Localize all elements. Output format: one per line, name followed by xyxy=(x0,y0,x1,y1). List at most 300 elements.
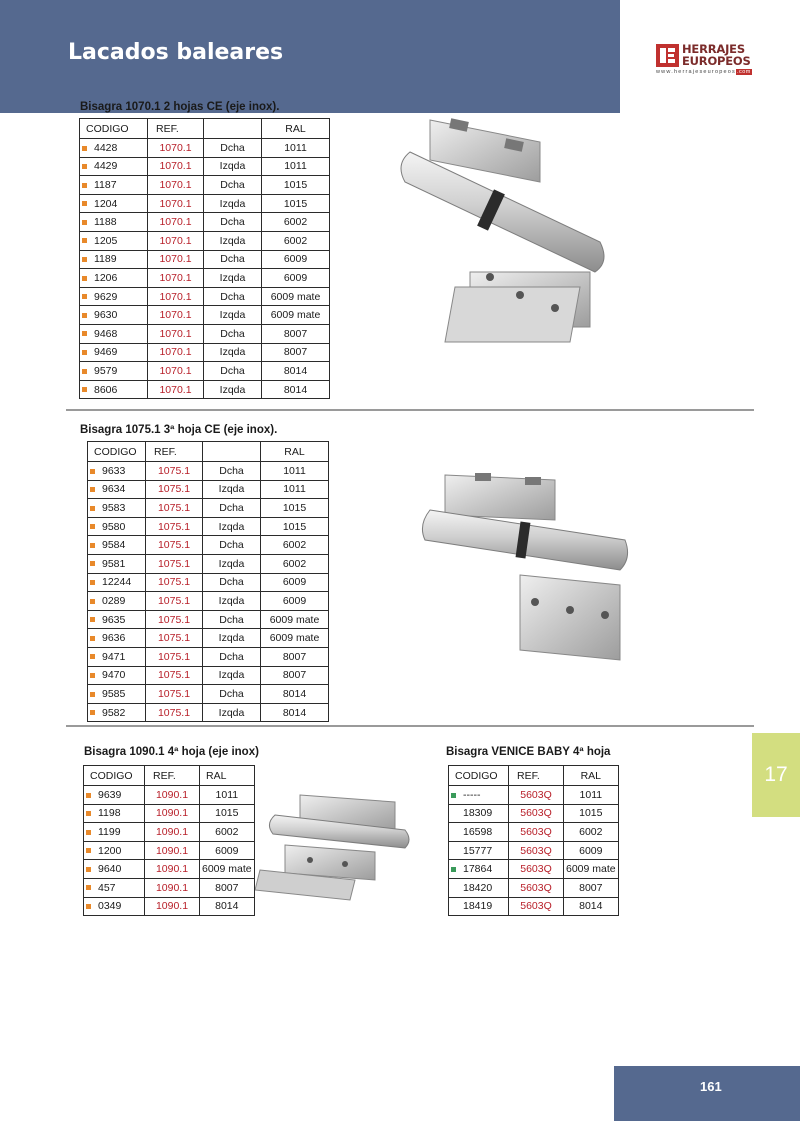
cell-ral: 6009 xyxy=(564,841,619,860)
codigo-value: 9581 xyxy=(102,557,126,570)
codigo-value: 9640 xyxy=(98,863,122,876)
cell-ref: 1070.1 xyxy=(148,343,204,362)
cell-side: Izqda xyxy=(204,306,262,325)
codigo-value: 4428 xyxy=(94,141,118,154)
table-row xyxy=(80,380,330,399)
bullet-square-icon xyxy=(82,183,87,188)
cell-ral: 1011 xyxy=(564,786,619,805)
cell-codigo xyxy=(80,194,148,213)
cell-codigo xyxy=(80,250,148,269)
table-row xyxy=(88,517,329,536)
bullet-square-icon xyxy=(90,654,95,659)
cell-side: Dcha xyxy=(204,324,262,343)
codigo-value: 9636 xyxy=(102,632,126,645)
cell-codigo xyxy=(80,306,148,325)
cell-codigo xyxy=(80,269,148,288)
cell-codigo xyxy=(88,517,146,536)
col-codigo: CODIGO xyxy=(80,119,148,139)
bullet-square-icon xyxy=(86,904,91,909)
codigo-value: 15777 xyxy=(463,844,493,857)
bullet-square-icon xyxy=(82,350,87,355)
cell-codigo xyxy=(80,139,148,158)
cell-codigo xyxy=(84,878,145,897)
codigo-value: 1206 xyxy=(94,271,118,284)
codigo-value: 9635 xyxy=(102,613,126,626)
page-number: 161 xyxy=(700,1079,722,1094)
codigo-value: 9633 xyxy=(102,464,126,477)
chapter-tab: 17 xyxy=(752,733,800,817)
cell-side: Izqda xyxy=(203,592,261,611)
cell-side: Izqda xyxy=(203,480,261,499)
cell-side: Izqda xyxy=(203,666,261,685)
table-row xyxy=(88,629,329,648)
table-row xyxy=(84,860,255,879)
codigo-value: 9634 xyxy=(102,483,126,496)
cell-side: Dcha xyxy=(203,610,261,629)
cell-ral: 8014 xyxy=(261,703,329,722)
logo-web-suffix: .com xyxy=(736,69,751,75)
cell-ref: 1090.1 xyxy=(145,878,200,897)
cell-side: Dcha xyxy=(203,573,261,592)
col-ref: REF. xyxy=(145,766,200,786)
cell-ral: 6002 xyxy=(262,213,330,232)
col-ral: RAL xyxy=(200,766,255,786)
codigo-value: 1198 xyxy=(98,807,121,820)
cell-codigo xyxy=(84,841,145,860)
cell-ral: 6009 mate xyxy=(261,610,329,629)
cell-ral: 8007 xyxy=(261,666,329,685)
cell-codigo xyxy=(88,592,146,611)
table-row xyxy=(80,287,330,306)
cell-ral: 1015 xyxy=(564,804,619,823)
cell-ref: 1075.1 xyxy=(146,554,203,573)
cell-side: Dcha xyxy=(203,462,261,481)
table-row xyxy=(88,573,329,592)
cell-ral: 6009 mate xyxy=(261,629,329,648)
table-row xyxy=(84,897,255,916)
bullet-square-icon xyxy=(90,524,95,529)
cell-codigo xyxy=(80,287,148,306)
bullet-square-icon xyxy=(90,710,95,715)
cell-ref: 1075.1 xyxy=(146,610,203,629)
cell-ral: 8007 xyxy=(564,878,619,897)
cell-codigo xyxy=(84,860,145,879)
cell-ref: 5603Q xyxy=(509,878,564,897)
cell-ral: 6009 xyxy=(261,592,329,611)
bullet-square-icon xyxy=(82,257,87,262)
cell-ral: 1011 xyxy=(261,462,329,481)
bullet-square-icon xyxy=(90,561,95,566)
table-row xyxy=(449,878,619,897)
cell-ref: 1075.1 xyxy=(146,703,203,722)
cell-codigo xyxy=(449,897,509,916)
col-ref: REF. xyxy=(509,766,564,786)
cell-ral: 1015 xyxy=(200,804,255,823)
table-row xyxy=(88,462,329,481)
col-ref: REF. xyxy=(146,442,203,462)
cell-ref: 1075.1 xyxy=(146,629,203,648)
bullet-square-icon xyxy=(86,830,91,835)
bullet-square-icon xyxy=(90,617,95,622)
cell-ral: 6009 xyxy=(261,573,329,592)
table-row xyxy=(88,554,329,573)
cell-ral: 6009 mate xyxy=(262,306,330,325)
cell-ref: 1070.1 xyxy=(148,287,204,306)
cell-ref: 1075.1 xyxy=(146,666,203,685)
cell-side: Izqda xyxy=(203,629,261,648)
cell-ref: 1070.1 xyxy=(148,250,204,269)
codigo-value: ----- xyxy=(463,788,481,801)
cell-ref: 1075.1 xyxy=(146,685,203,704)
table-row xyxy=(449,823,619,842)
cell-ral: 8014 xyxy=(261,685,329,704)
table-row xyxy=(80,176,330,195)
cell-ral: 6002 xyxy=(564,823,619,842)
cell-side: Dcha xyxy=(204,362,262,381)
table-row xyxy=(84,841,255,860)
cell-ref: 5603Q xyxy=(509,841,564,860)
cell-codigo xyxy=(88,610,146,629)
table-row xyxy=(84,823,255,842)
cell-ral: 6009 xyxy=(262,269,330,288)
table-row xyxy=(449,786,619,805)
cell-codigo xyxy=(84,804,145,823)
cell-ral: 6009 mate xyxy=(200,860,255,879)
table-row xyxy=(80,343,330,362)
codigo-value: 9579 xyxy=(94,364,118,377)
table-row xyxy=(84,878,255,897)
cell-codigo xyxy=(80,231,148,250)
bullet-square-icon xyxy=(82,369,87,374)
cell-ral: 8007 xyxy=(200,878,255,897)
table-venice-baby xyxy=(448,765,619,916)
section-title-1090: Bisagra 1090.1 4ª hoja (eje inox) xyxy=(84,746,259,758)
table-header-row xyxy=(449,766,619,786)
codigo-value: 4429 xyxy=(94,160,118,173)
codigo-value: 18419 xyxy=(463,900,493,913)
table-header-row xyxy=(88,442,329,462)
bullet-square-icon xyxy=(90,599,95,604)
codigo-value: 9584 xyxy=(102,539,126,552)
cell-ref: 1075.1 xyxy=(146,499,203,518)
cell-ral: 6009 xyxy=(200,841,255,860)
codigo-value: 1200 xyxy=(98,844,122,857)
table-row xyxy=(80,194,330,213)
cell-ref: 5603Q xyxy=(509,823,564,842)
cell-side: Dcha xyxy=(203,647,261,666)
codigo-value: 18309 xyxy=(463,807,493,820)
codigo-value: 9583 xyxy=(102,501,126,514)
table-row xyxy=(80,269,330,288)
section-divider xyxy=(66,725,754,727)
bullet-square-icon xyxy=(82,220,87,225)
cell-side: Dcha xyxy=(203,536,261,555)
page-title: Lacados baleares xyxy=(68,40,284,65)
cell-ral: 1011 xyxy=(200,786,255,805)
cell-codigo xyxy=(449,841,509,860)
cell-ref: 1070.1 xyxy=(148,176,204,195)
bullet-square-icon xyxy=(86,793,91,798)
cell-side: Dcha xyxy=(203,499,261,518)
logo-line2: EUROPEOS xyxy=(682,54,751,68)
cell-ref: 1075.1 xyxy=(146,480,203,499)
table-1075 xyxy=(87,441,329,722)
col-ral: RAL xyxy=(261,442,329,462)
codigo-value: 9470 xyxy=(102,669,126,682)
cell-ref: 1070.1 xyxy=(148,324,204,343)
logo-web-domain: www.herrajeseuropeos xyxy=(656,69,736,75)
hinge-1075-image xyxy=(420,470,630,670)
cell-ral: 8014 xyxy=(564,897,619,916)
cell-ral: 8014 xyxy=(262,380,330,399)
cell-codigo xyxy=(88,554,146,573)
cell-codigo xyxy=(88,573,146,592)
cell-ral: 6002 xyxy=(200,823,255,842)
cell-ref: 5603Q xyxy=(509,860,564,879)
bullet-square-icon xyxy=(451,793,456,798)
cell-ral: 8014 xyxy=(200,897,255,916)
cell-ral: 6009 mate xyxy=(262,287,330,306)
cell-ref: 1070.1 xyxy=(148,269,204,288)
codigo-value: 8606 xyxy=(94,383,118,396)
col-side xyxy=(203,442,261,462)
col-ral: RAL xyxy=(262,119,330,139)
codigo-value: 17864 xyxy=(463,863,493,876)
bullet-square-icon xyxy=(82,387,87,392)
table-row xyxy=(80,324,330,343)
bullet-square-icon xyxy=(90,469,95,474)
cell-codigo xyxy=(88,499,146,518)
cell-codigo xyxy=(80,343,148,362)
cell-ral: 6002 xyxy=(261,554,329,573)
cell-ral: 8007 xyxy=(261,647,329,666)
cell-codigo xyxy=(88,480,146,499)
bullet-square-icon xyxy=(82,331,87,336)
bullet-square-icon xyxy=(82,313,87,318)
table-row xyxy=(88,647,329,666)
cell-side: Izqda xyxy=(204,194,262,213)
cell-ral: 6009 xyxy=(262,250,330,269)
table-row xyxy=(84,804,255,823)
table-row xyxy=(80,250,330,269)
col-codigo: CODIGO xyxy=(84,766,145,786)
cell-side: Izqda xyxy=(204,157,262,176)
table-row xyxy=(80,157,330,176)
codigo-value: 9630 xyxy=(94,309,118,322)
cell-ral: 6009 mate xyxy=(564,860,619,879)
codigo-value: 9629 xyxy=(94,290,118,303)
codigo-value: 9580 xyxy=(102,520,126,533)
cell-side: Dcha xyxy=(204,139,262,158)
cell-codigo xyxy=(449,823,509,842)
section-divider xyxy=(66,409,754,411)
cell-ral: 1011 xyxy=(261,480,329,499)
cell-ref: 1090.1 xyxy=(145,860,200,879)
cell-ref: 1070.1 xyxy=(148,194,204,213)
col-side xyxy=(204,119,262,139)
table-row xyxy=(88,480,329,499)
cell-codigo xyxy=(88,462,146,481)
codigo-value: 1188 xyxy=(94,216,117,229)
cell-side: Izqda xyxy=(203,517,261,536)
bullet-square-icon xyxy=(82,146,87,151)
cell-side: Dcha xyxy=(204,176,262,195)
cell-ral: 8007 xyxy=(262,343,330,362)
cell-side: Dcha xyxy=(203,685,261,704)
logo-name xyxy=(682,43,751,67)
table-row xyxy=(80,362,330,381)
cell-ral: 1011 xyxy=(262,139,330,158)
cell-codigo xyxy=(80,176,148,195)
cell-codigo xyxy=(449,878,509,897)
cell-ral: 6002 xyxy=(262,231,330,250)
codigo-value: 9639 xyxy=(98,788,122,801)
table-row xyxy=(80,213,330,232)
col-ral: RAL xyxy=(564,766,619,786)
bullet-square-icon xyxy=(86,885,91,890)
table-header-row xyxy=(84,766,255,786)
cell-side: Izqda xyxy=(204,380,262,399)
cell-ref: 1070.1 xyxy=(148,139,204,158)
cell-ref: 1070.1 xyxy=(148,362,204,381)
table-row xyxy=(449,897,619,916)
cell-codigo xyxy=(88,703,146,722)
cell-ref: 1075.1 xyxy=(146,647,203,666)
bullet-square-icon xyxy=(90,673,95,678)
table-row xyxy=(88,499,329,518)
col-codigo: CODIGO xyxy=(449,766,509,786)
table-row xyxy=(88,536,329,555)
bullet-square-icon xyxy=(90,543,95,548)
codigo-value: 1189 xyxy=(94,253,117,266)
codigo-value: 18420 xyxy=(463,881,493,894)
cell-side: Izqda xyxy=(203,703,261,722)
codigo-value: 0349 xyxy=(98,900,122,913)
cell-ref: 1075.1 xyxy=(146,592,203,611)
cell-ref: 1075.1 xyxy=(146,536,203,555)
table-row xyxy=(449,860,619,879)
codigo-value: 1205 xyxy=(94,234,118,247)
table-row xyxy=(84,786,255,805)
cell-codigo xyxy=(80,362,148,381)
table-row xyxy=(88,666,329,685)
table-header-row xyxy=(80,119,330,139)
table-row xyxy=(449,804,619,823)
codigo-value: 1187 xyxy=(94,178,117,191)
cell-ref: 1070.1 xyxy=(148,306,204,325)
cell-ral: 1015 xyxy=(262,176,330,195)
section-title-1070: Bisagra 1070.1 2 hojas CE (eje inox). xyxy=(80,101,280,113)
table-row xyxy=(88,610,329,629)
brand-logo xyxy=(656,44,756,78)
cell-side: Izqda xyxy=(204,231,262,250)
bullet-square-icon xyxy=(86,848,91,853)
bullet-square-icon xyxy=(82,238,87,243)
table-row xyxy=(80,306,330,325)
cell-ref: 1075.1 xyxy=(146,517,203,536)
codigo-value: 9585 xyxy=(102,687,126,700)
cell-codigo xyxy=(449,860,509,879)
cell-side: Dcha xyxy=(204,287,262,306)
cell-ref: 1090.1 xyxy=(145,786,200,805)
bullet-square-icon xyxy=(82,164,87,169)
col-codigo: CODIGO xyxy=(88,442,146,462)
codigo-value: 9471 xyxy=(102,650,126,663)
codigo-value: 9469 xyxy=(94,346,118,359)
cell-ral: 8007 xyxy=(262,324,330,343)
cell-codigo xyxy=(88,536,146,555)
cell-codigo xyxy=(80,157,148,176)
codigo-value: 0289 xyxy=(102,594,126,607)
section-title-1075: Bisagra 1075.1 3ª hoja CE (eje inox). xyxy=(80,424,278,436)
bullet-square-icon xyxy=(90,506,95,511)
cell-codigo xyxy=(88,666,146,685)
cell-ral: 1015 xyxy=(262,194,330,213)
col-ref: REF. xyxy=(148,119,204,139)
cell-codigo xyxy=(80,380,148,399)
cell-ref: 5603Q xyxy=(509,786,564,805)
cell-codigo xyxy=(80,324,148,343)
cell-codigo xyxy=(80,213,148,232)
cell-ral: 1015 xyxy=(261,499,329,518)
cell-ral: 6002 xyxy=(261,536,329,555)
cell-codigo xyxy=(88,685,146,704)
codigo-value: 1204 xyxy=(94,197,118,210)
cell-ref: 1090.1 xyxy=(145,841,200,860)
cell-ref: 1070.1 xyxy=(148,157,204,176)
codigo-value: 457 xyxy=(98,881,116,894)
cell-codigo xyxy=(449,786,509,805)
cell-side: Dcha xyxy=(204,250,262,269)
codigo-value: 1199 xyxy=(98,825,121,838)
bullet-square-icon xyxy=(82,294,87,299)
codigo-value: 12244 xyxy=(102,576,132,589)
cell-side: Dcha xyxy=(204,213,262,232)
cell-ref: 5603Q xyxy=(509,804,564,823)
cell-side: Izqda xyxy=(204,343,262,362)
cell-ref: 1070.1 xyxy=(148,231,204,250)
table-1070 xyxy=(79,118,330,399)
table-row xyxy=(80,231,330,250)
cell-ref: 1070.1 xyxy=(148,213,204,232)
cell-ref: 1075.1 xyxy=(146,462,203,481)
bullet-square-icon xyxy=(90,487,95,492)
bullet-square-icon xyxy=(86,811,91,816)
cell-ref: 1075.1 xyxy=(146,573,203,592)
cell-ral: 1011 xyxy=(262,157,330,176)
cell-ref: 1070.1 xyxy=(148,380,204,399)
table-1090 xyxy=(83,765,255,916)
cell-codigo xyxy=(88,647,146,666)
table-row xyxy=(88,685,329,704)
logo-website xyxy=(656,69,752,75)
cell-codigo xyxy=(84,897,145,916)
bullet-square-icon xyxy=(82,276,87,281)
cell-ref: 1090.1 xyxy=(145,897,200,916)
table-row xyxy=(88,703,329,722)
cell-codigo xyxy=(88,629,146,648)
bullet-square-icon xyxy=(90,692,95,697)
codigo-value: 9468 xyxy=(94,327,118,340)
cell-ref: 5603Q xyxy=(509,897,564,916)
cell-codigo xyxy=(449,804,509,823)
codigo-value: 9582 xyxy=(102,706,126,719)
table-row xyxy=(449,841,619,860)
cell-ref: 1090.1 xyxy=(145,823,200,842)
cell-side: Izqda xyxy=(203,554,261,573)
section-title-venice: Bisagra VENICE BABY 4ª hoja xyxy=(446,746,611,758)
bullet-square-icon xyxy=(86,867,91,872)
